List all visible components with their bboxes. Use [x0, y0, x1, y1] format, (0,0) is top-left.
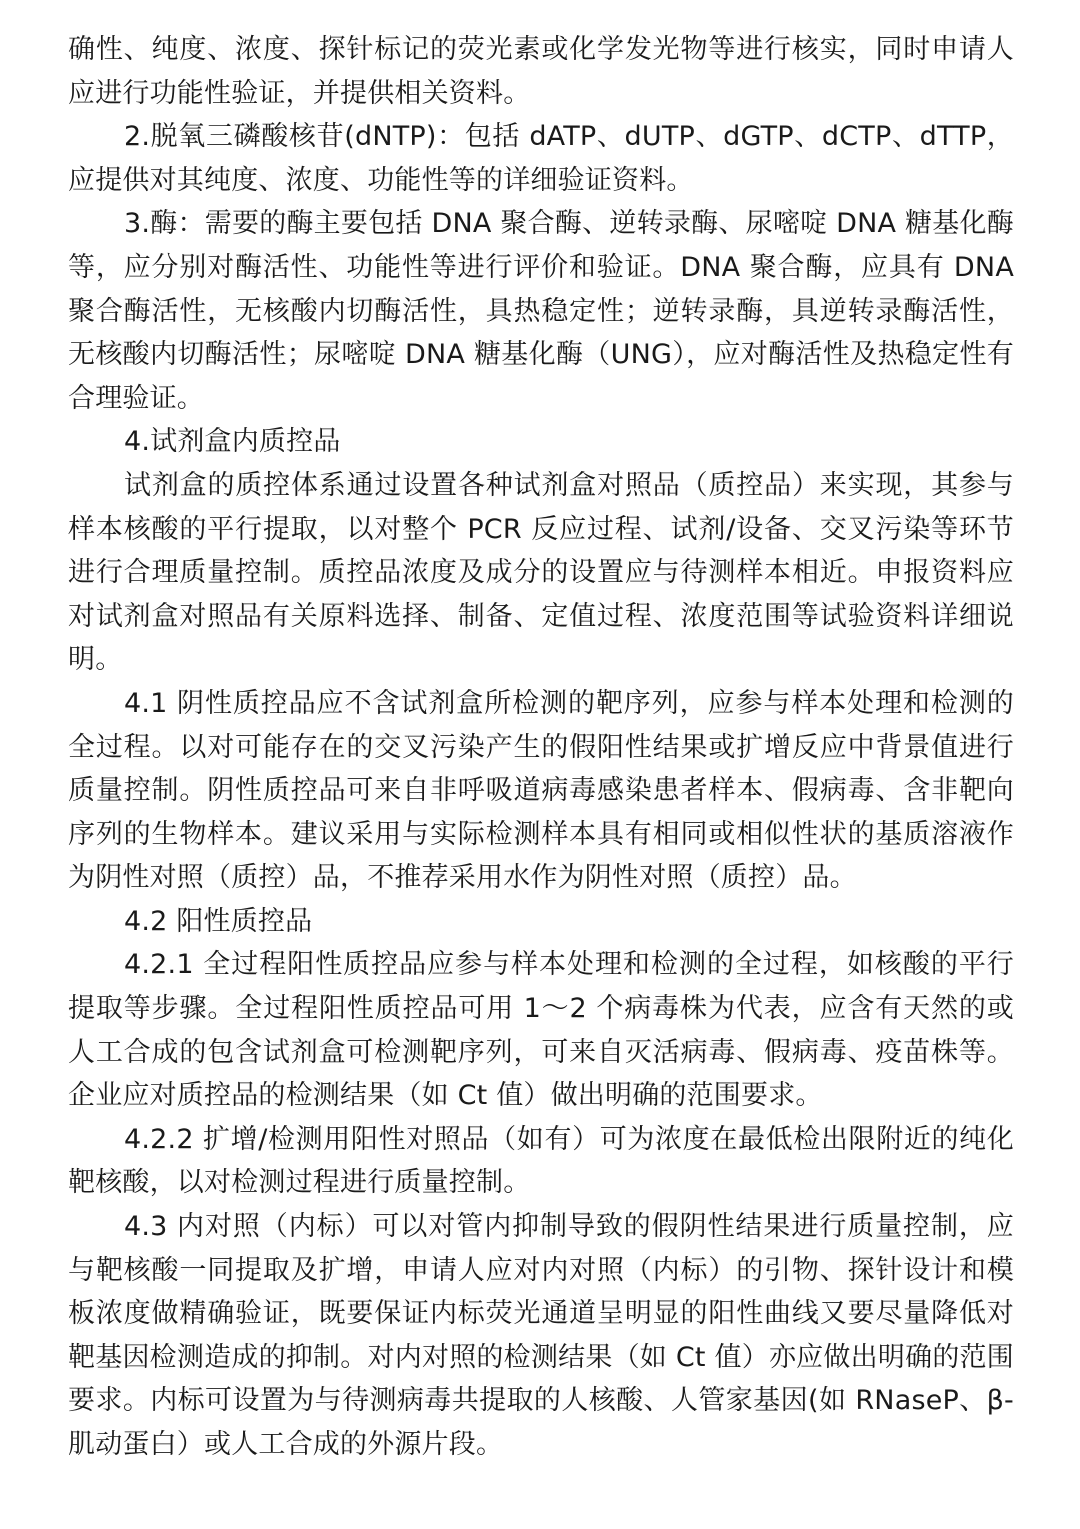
paragraph-qc-system: 试剂盒的质控体系通过设置各种试剂盒对照品（质控品）来实现，其参与样本核酸的平行提取，以对整个 PCR 反应过程、试剂/设备、交叉污染等环节进行合理质量控制。质控品浓度及成分的设置应与待测样本相近。申报资料应对试剂盒对照品有关原料选择、制备、定值过程、浓度范围等试验资料详细说明。	[68, 469, 1014, 676]
section-heading-quality-control: 4.试剂盒内质控品	[124, 426, 341, 458]
document-body	[68, 28, 1014, 1467]
paragraph-continuation: 确性、纯度、浓度、探针标记的荧光素或化学发光物等进行核实，同时申请人应进行功能性验证，并提供相关资料。	[68, 34, 1014, 109]
paragraph-dntp: 2.脱氧三磷酸核苷(dNTP)：包括 dATP、dUTP、dGTP、dCTP、dTTP，应提供对其纯度、浓度、功能性等的详细验证资料。	[68, 121, 1014, 196]
paragraph-internal-control: 4.3 内对照（内标）可以对管内抑制导致的假阴性结果进行质量控制，应与靶核酸一同提取及扩增，申请人应对内对照（内标）的引物、探针设计和模板浓度做精确验证，既要保证内标荧光通道呈明显的阳性曲线又要尽量降低对靶基因检测造成的抑制。对内对照的检测结果（如 Ct 值）亦应做出明确的范围要求。内标可设置为与待测病毒共提取的人核酸、人管家基因(如 RNaseP、β-肌动蛋白）或人工合成的外源片段。	[68, 1211, 1014, 1460]
paragraph-amplification-positive: 4.2.2 扩增/检测用阳性对照品（如有）可为浓度在最低检出限附近的纯化靶核酸，以对检测过程进行质量控制。	[68, 1123, 1014, 1199]
paragraph-enzymes: 3.酶：需要的酶主要包括 DNA 聚合酶、逆转录酶、尿嘧啶 DNA 糖基化酶等，应分别对酶活性、功能性等进行评价和验证。DNA 聚合酶，应具有 DNA 聚合酶活性，无核酸内切酶活性，具热稳定性；逆转录酶，具逆转录酶活性，无核酸内切酶活性；尿嘧啶 DNA 糖基化酶（UNG），应对酶活性及热稳定性有合理验证。	[68, 208, 1014, 414]
paragraph-negative-control: 4.1 阴性质控品应不含试剂盒所检测的靶序列，应参与样本处理和检测的全过程。以对可能存在的交叉污染产生的假阳性结果或扩增反应中背景值进行质量控制。阴性质控品可来自非呼吸道病毒感染患者样本、假病毒、含非靶向序列的生物样本。建议采用与实际检测样本具有相同或相似性状的基质溶液作为阴性对照（质控）品，不推荐采用水作为阴性对照（质控）品。	[68, 687, 1014, 894]
section-heading-positive-control: 4.2 阳性质控品	[124, 905, 313, 937]
paragraph-full-process-positive: 4.2.1 全过程阳性质控品应参与样本处理和检测的全过程，如核酸的平行提取等步骤。全过程阳性质控品可用 1～2 个病毒株为代表，应含有天然的或人工合成的包含试剂盒可检测靶序列，可来自灭活病毒、假病毒、疫苗株等。企业应对质控品的检测结果（如 Ct 值）做出明确的范围要求。	[68, 949, 1014, 1112]
